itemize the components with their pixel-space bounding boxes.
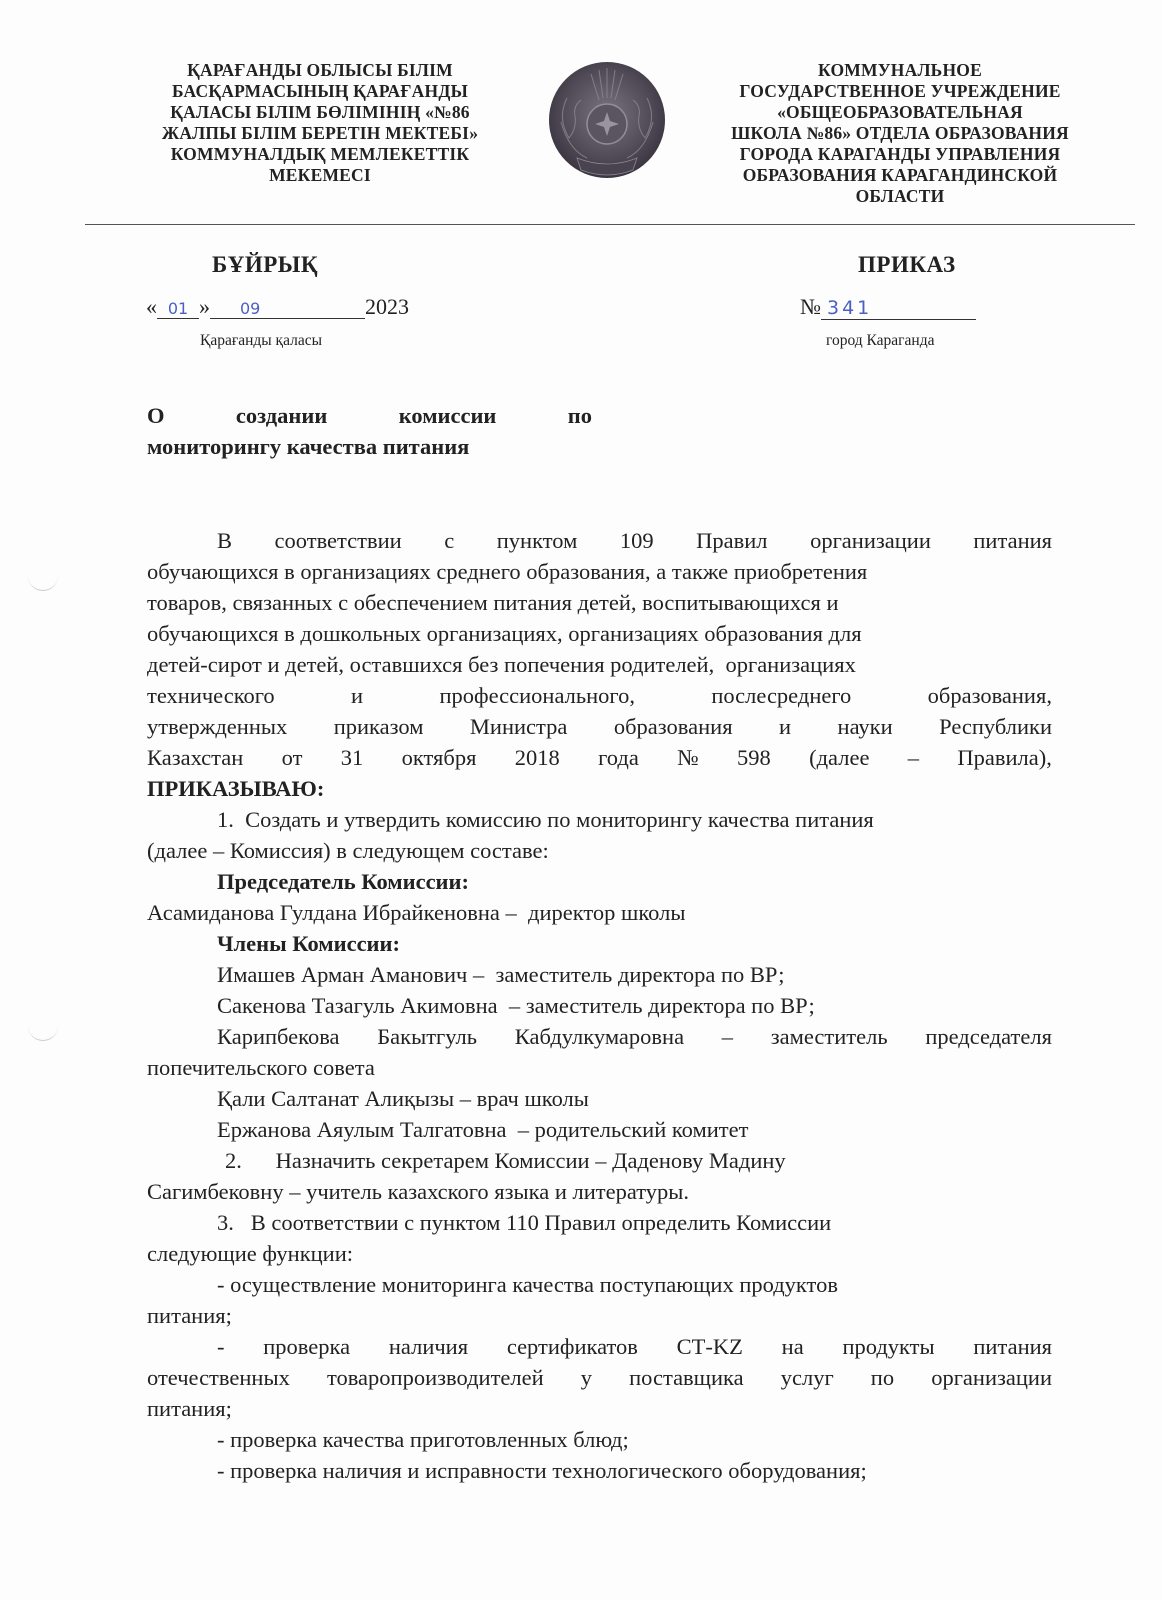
punch-hole-mark <box>28 1022 58 1041</box>
function-item-continued: питания; <box>147 1303 232 1328</box>
punch-hole-mark <box>28 572 58 591</box>
word: профессионального, <box>439 683 635 708</box>
word: питания <box>973 1334 1052 1359</box>
org-kz-line: МЕКЕМЕСІ <box>269 165 371 185</box>
preamble-line: детей-сирот и детей, оставшихся без попечения родителей, организациях <box>147 652 856 677</box>
org-name-russian <box>690 60 1110 207</box>
org-ru-line: ГОРОДА КАРАГАНДЫ УПРАВЛЕНИЯ <box>739 144 1061 164</box>
member-entry: Қали Салтанат Алиқызы – врач школы <box>217 1086 589 1111</box>
item-3-line: следующие функции: <box>147 1241 354 1266</box>
word: и <box>779 714 792 739</box>
preamble-line: обучающихся в организациях среднего образования, а также приобретения <box>147 559 868 584</box>
word: образования <box>613 714 733 739</box>
org-ru-line: ГОСУДАРСТВЕННОЕ УЧРЕЖДЕНИЕ <box>739 81 1061 101</box>
word: товаропроизводителей <box>326 1365 544 1390</box>
word: организации <box>931 1365 1052 1390</box>
word: пунктом <box>496 528 578 553</box>
word: Кабдулкумаровна <box>514 1024 685 1049</box>
order-number-field: 341 <box>821 297 976 320</box>
org-kz-line: ЖАЛПЫ БІЛІМ БЕРЕТІН МЕКТЕБІ» <box>161 123 479 143</box>
word: Карипбекова <box>217 1024 340 1049</box>
word: октября <box>401 745 477 770</box>
word: соответствии <box>274 528 402 553</box>
word: – <box>721 1024 734 1049</box>
word: Правил <box>696 528 768 553</box>
word: проверка <box>263 1334 351 1359</box>
word: - <box>217 1334 225 1359</box>
word: отечественных <box>147 1365 290 1390</box>
date-month-field: 09 <box>210 299 365 319</box>
org-ru-line: ОБЛАСТИ <box>855 186 945 206</box>
subject-word: создании <box>235 403 328 428</box>
word: Бакытгуль <box>377 1024 478 1049</box>
order-number <box>800 294 976 320</box>
order-title-russian: ПРИКАЗ <box>858 252 956 277</box>
word: образования, <box>927 683 1052 708</box>
word: от <box>281 745 303 770</box>
preamble-line <box>147 742 1052 773</box>
city-russian: город Караганда <box>826 332 935 349</box>
members-heading: Члены Комиссии: <box>217 931 400 956</box>
word: года <box>598 745 639 770</box>
order-title-kazakh: БҰЙРЫҚ <box>212 252 319 277</box>
word: питания <box>973 528 1052 553</box>
function-item-continued <box>147 1362 1052 1393</box>
item-3-line: 3. В соответствии с пунктом 110 Правил определить Комиссии <box>217 1210 832 1235</box>
org-ru-line: ОБРАЗОВАНИЯ КАРАГАНДИНСКОЙ <box>742 165 1058 185</box>
word: В <box>217 528 233 553</box>
member-entry: Сакенова Тазагуль Акимовна – заместитель директора по ВР; <box>217 993 815 1018</box>
subject-word: по <box>567 403 592 428</box>
state-emblem-icon <box>547 58 667 182</box>
word: приказом <box>333 714 424 739</box>
word: 598 <box>737 745 771 770</box>
item-1-line: (далее – Комиссия) в следующем составе: <box>147 838 549 863</box>
word: СТ-KZ <box>676 1334 743 1359</box>
member-entry: Имашев Арман Аманович – заместитель директора по ВР; <box>217 962 785 987</box>
word: № <box>677 745 699 770</box>
word: – <box>907 745 920 770</box>
word: организации <box>810 528 931 553</box>
word: с <box>444 528 455 553</box>
order-subject <box>147 400 592 462</box>
preamble-line <box>147 711 1052 742</box>
org-ru-line: «ОБЩЕОБРАЗОВАТЕЛЬНАЯ <box>777 102 1023 122</box>
date-day-field: 01 <box>157 299 199 319</box>
org-kz-line: ҚАРАҒАНДЫ ОБЛЫСЫ БІЛІМ <box>187 60 453 80</box>
word: продукты <box>842 1334 935 1359</box>
org-kz-line: КОММУНАЛДЫҚ МЕМЛЕКЕТТІК <box>170 144 470 164</box>
order-date <box>146 294 409 320</box>
word: науки <box>837 714 893 739</box>
preamble-line: обучающихся в дошкольных организациях, организациях образования для <box>147 621 862 646</box>
chair-heading: Председатель Комиссии: <box>217 869 469 894</box>
word: утвержденных <box>147 714 288 739</box>
word: на <box>781 1334 804 1359</box>
word: Казахстан <box>147 745 244 770</box>
word: заместитель <box>770 1024 888 1049</box>
word: 31 <box>340 745 364 770</box>
word: 109 <box>619 528 654 553</box>
function-item <box>147 1331 1052 1362</box>
word: 2018 <box>514 745 560 770</box>
word: Министра <box>469 714 568 739</box>
word: Правила), <box>957 745 1052 770</box>
city-kazakh: Қарағанды қаласы <box>200 332 323 349</box>
subject-word: комиссии <box>398 403 497 428</box>
word: послесреднего <box>711 683 852 708</box>
function-item: - осуществление мониторинга качества поступающих продуктов <box>217 1272 838 1297</box>
subject-line-2: мониторингу качества питания <box>147 434 470 459</box>
subject-word: О <box>147 403 165 428</box>
quote-open: « <box>146 294 157 319</box>
number-sign: № <box>800 294 821 319</box>
word: и <box>351 683 364 708</box>
date-year: 2023 <box>365 294 409 319</box>
preamble-line <box>147 680 1052 711</box>
preamble-line <box>147 525 1052 556</box>
word: услуг <box>780 1365 834 1390</box>
org-kz-line: ҚАЛАСЫ БІЛІМ БӨЛІМІНІҢ «№86 <box>170 102 470 122</box>
word: председателя <box>925 1024 1052 1049</box>
word: у <box>580 1365 593 1390</box>
preamble-line: товаров, связанных с обеспечением питания детей, воспитывающихся и <box>147 590 839 615</box>
item-2-line: Сагимбековну – учитель казахского языка и литературы. <box>147 1179 689 1204</box>
org-ru-line: КОММУНАЛЬНОЕ <box>818 60 982 80</box>
member-entry: Ержанова Аяулым Талгатовна – родительский комитет <box>217 1117 749 1142</box>
word: Республики <box>939 714 1052 739</box>
member-entry <box>147 1021 1052 1052</box>
word: (далее <box>809 745 870 770</box>
function-item: - проверка наличия и исправности технологического оборудования; <box>217 1458 867 1483</box>
org-ru-line: ШКОЛА №86» ОТДЕЛА ОБРАЗОВАНИЯ <box>731 123 1069 143</box>
quote-close: » <box>199 294 210 319</box>
word: наличия <box>388 1334 469 1359</box>
word: по <box>870 1365 895 1390</box>
word: поставщика <box>629 1365 744 1390</box>
order-directive: ПРИКАЗЫВАЮ: <box>147 776 325 801</box>
word: технического <box>147 683 275 708</box>
header-divider <box>85 224 1135 225</box>
chair-entry: Асамиданова Гулдана Ибрайкеновна – директор школы <box>147 900 686 925</box>
function-item-continued: питания; <box>147 1396 232 1421</box>
order-body <box>147 525 1052 1486</box>
function-item: - проверка качества приготовленных блюд; <box>217 1427 629 1452</box>
org-kz-line: БАСҚАРМАСЫНЫҢ ҚАРАҒАНДЫ <box>172 81 468 101</box>
word: сертификатов <box>506 1334 638 1359</box>
item-2-line: 2. Назначить секретарем Комиссии – Даденову Мадину <box>225 1148 786 1173</box>
item-1-line: 1. Создать и утвердить комиссию по мониторингу качества питания <box>217 807 874 832</box>
subject-line-1 <box>147 400 592 431</box>
member-entry-continued: попечительского совета <box>147 1055 375 1080</box>
org-name-kazakh <box>110 60 530 186</box>
